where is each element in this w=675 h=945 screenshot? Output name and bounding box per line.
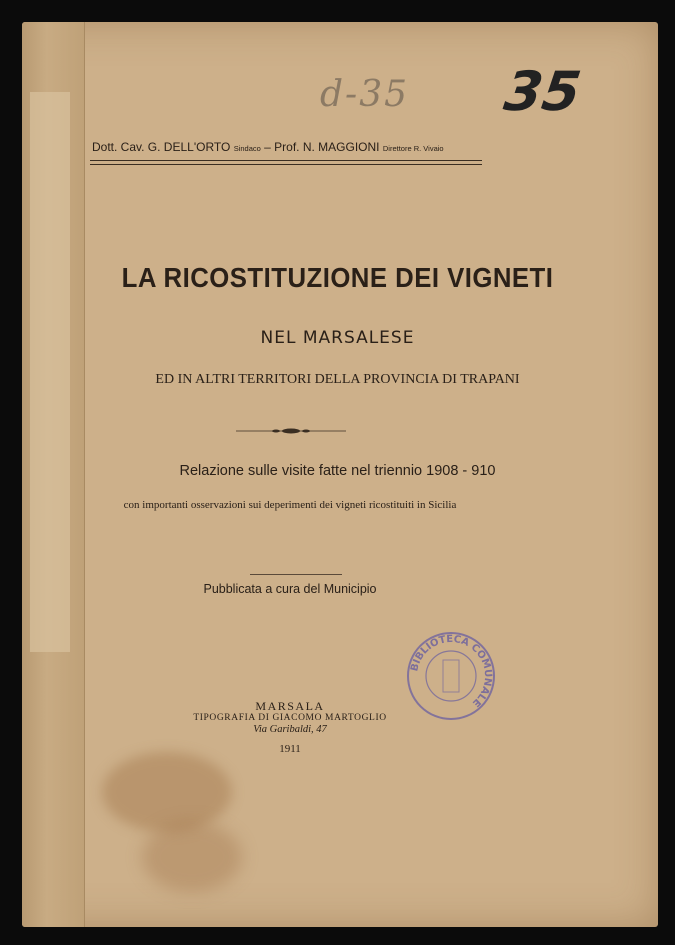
stamp-text: BIBLIOTECA COMUNALE [409, 633, 494, 709]
imprint-city: MARSALA [255, 699, 325, 713]
ornament-divider [236, 427, 346, 435]
ink-number: 35 [500, 60, 585, 123]
imprint-printer: TIPOGRAFIA DI GIACOMO MARTOGLIO [193, 713, 387, 723]
publisher-note: Pubblicata a cura del Municipio [203, 582, 377, 596]
book-title: LA RICOSTITUZIONE DEI VIGNETI [121, 262, 554, 293]
water-stain [142, 822, 242, 892]
short-rule [250, 574, 342, 575]
author2-name: Prof. N. MAGGIONI [274, 140, 380, 154]
library-stamp [405, 630, 497, 722]
header-rule [90, 160, 482, 165]
authors-line [92, 140, 482, 154]
book-subtitle-secondary: ED IN ALTRI TERRITORI DELLA PROVINCIA DI TRAPANI [155, 372, 520, 387]
imprint-address: Via Garibaldi, 47 [253, 724, 327, 735]
report-description: Relazione sulle visite fatte nel triennio 1908 - 910 [179, 463, 496, 479]
imprint-year: 1911 [279, 743, 301, 755]
report-notes: con importanti osservazioni sui deperimenti dei vigneti ricostituiti in Sicilia [123, 499, 457, 511]
pencil-shelfmark: d-35 [320, 74, 410, 115]
book-subtitle: NEL MARSALESE [260, 328, 415, 348]
author1-name: Dott. Cav. G. DELL'ORTO [92, 140, 231, 154]
author2-role: Direttore R. Vivaio [382, 144, 444, 153]
author-separator: – [264, 140, 271, 154]
author1-role: Sindaco [233, 144, 261, 153]
water-stain [102, 752, 232, 832]
